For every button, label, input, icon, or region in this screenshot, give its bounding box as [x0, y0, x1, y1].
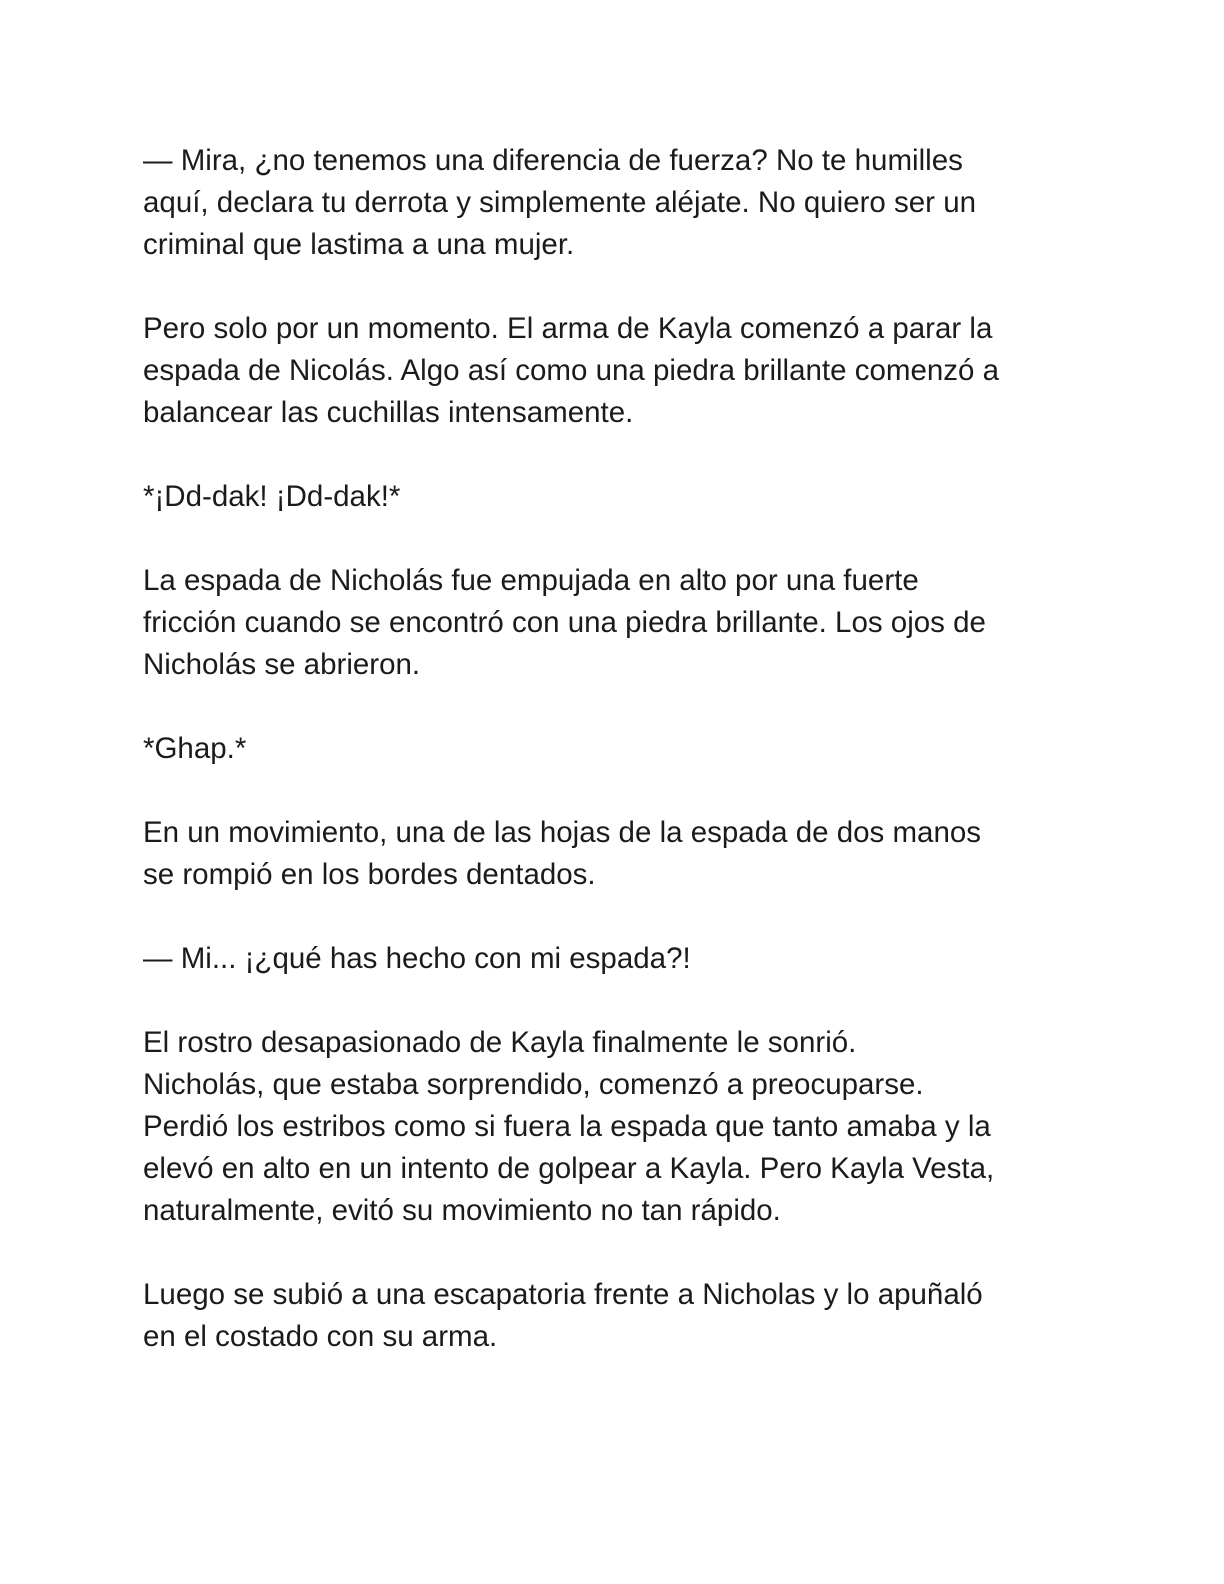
paragraph: [143, 1274, 1083, 1358]
text-line: El rostro desapasionado de Kayla finalmente le sonrió.: [143, 1026, 857, 1059]
text-line: Perdió los estribos como si fuera la espada que tanto amaba y la: [143, 1110, 991, 1143]
paragraph: [143, 476, 1083, 518]
text-line: fricción cuando se encontró con una piedra brillante. Los ojos de: [143, 606, 986, 639]
text-line: aquí, declara tu derrota y simplemente aléjate. No quiero ser un: [143, 186, 977, 219]
text-line: *¡Dd-dak! ¡Dd-dak!*: [143, 480, 401, 513]
text-line: La espada de Nicholás fue empujada en alto por una fuerte: [143, 564, 919, 597]
text-line: se rompió en los bordes dentados.: [143, 858, 596, 891]
text-line: *Ghap.*: [143, 732, 247, 765]
text-line: criminal que lastima a una mujer.: [143, 228, 575, 261]
paragraph: [143, 308, 1083, 434]
paragraph: [143, 560, 1083, 686]
text-line: Luego se subió a una escapatoria frente a Nicholas y lo apuñaló: [143, 1278, 983, 1311]
text-line: Nicholás, que estaba sorprendido, comenzó a preocuparse.: [143, 1068, 924, 1101]
document-body: [143, 140, 1083, 1400]
paragraph: [143, 1022, 1083, 1232]
text-line: En un movimiento, una de las hojas de la espada de dos manos: [143, 816, 982, 849]
text-line: elevó en alto en un intento de golpear a Kayla. Pero Kayla Vesta,: [143, 1152, 995, 1185]
text-line: Nicholás se abrieron.: [143, 648, 421, 681]
text-line: balancear las cuchillas intensamente.: [143, 396, 634, 429]
text-line: Pero solo por un momento. El arma de Kayla comenzó a parar la: [143, 312, 993, 345]
paragraph: [143, 728, 1083, 770]
paragraph: [143, 938, 1083, 980]
text-line: naturalmente, evitó su movimiento no tan rápido.: [143, 1194, 781, 1227]
text-line: espada de Nicolás. Algo así como una piedra brillante comenzó a: [143, 354, 1000, 387]
text-line: — Mira, ¿no tenemos una diferencia de fuerza? No te humilles: [143, 144, 963, 177]
paragraph: [143, 140, 1083, 266]
text-line: — Mi... ¡¿qué has hecho con mi espada?!: [143, 942, 691, 975]
paragraph: [143, 812, 1083, 896]
text-line: en el costado con su arma.: [143, 1320, 498, 1353]
